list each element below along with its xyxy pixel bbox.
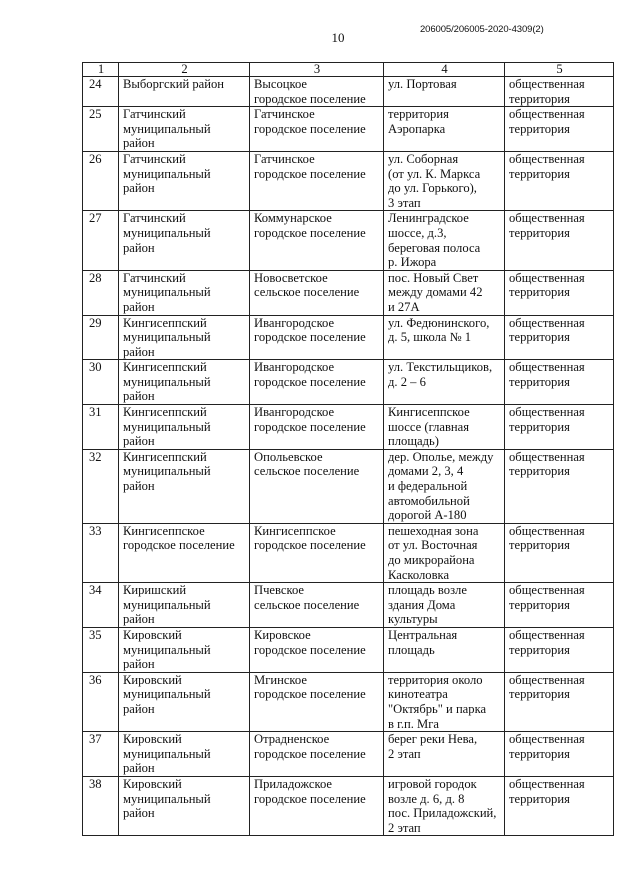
- column-header: 2: [119, 63, 250, 77]
- territory-type-cell: общественная территория: [505, 405, 614, 450]
- settlement-cell: Отрадненское городское поселение: [250, 732, 384, 777]
- table-row: [83, 523, 614, 582]
- row-number-cell: 34: [83, 583, 119, 628]
- territory-type-cell: общественная территория: [505, 523, 614, 582]
- territory-type-cell: общественная территория: [505, 449, 614, 523]
- location-cell: ул. Текстильщиков, д. 2 – 6: [384, 360, 505, 405]
- table-row: [83, 627, 614, 672]
- district-cell: Кингисеппский муниципальный район: [119, 405, 250, 450]
- row-number-cell: 24: [83, 77, 119, 107]
- table-row: [83, 151, 614, 210]
- column-header: 1: [83, 63, 119, 77]
- location-cell: дер. Ополье, между домами 2, 3, 4 и федеральной автомобильной дорогой А-180: [384, 449, 505, 523]
- location-cell: площадь возле здания Дома культуры: [384, 583, 505, 628]
- territory-type-cell: общественная территория: [505, 151, 614, 210]
- district-cell: Гатчинский муниципальный район: [119, 211, 250, 270]
- territory-type-cell: общественная территория: [505, 270, 614, 315]
- settlement-cell: Гатчинское городское поселение: [250, 151, 384, 210]
- location-cell: территория около кинотеатра "Октябрь" и парка в г.п. Мга: [384, 672, 505, 731]
- territories-table: [82, 62, 614, 836]
- settlement-cell: Коммунарское городское поселение: [250, 211, 384, 270]
- location-cell: пешеходная зона от ул. Восточная до микрорайона Касколовка: [384, 523, 505, 582]
- location-cell: Центральная площадь: [384, 627, 505, 672]
- table-row: [83, 211, 614, 270]
- table-row: [83, 583, 614, 628]
- district-cell: Кингисеппское городское поселение: [119, 523, 250, 582]
- location-cell: пос. Новый Свет между домами 42 и 27А: [384, 270, 505, 315]
- table-row: [83, 672, 614, 731]
- table-row: [83, 77, 614, 107]
- district-cell: Кингисеппский муниципальный район: [119, 315, 250, 360]
- column-header: 3: [250, 63, 384, 77]
- table-row: [83, 776, 614, 835]
- table-row: [83, 270, 614, 315]
- location-cell: ул. Федюнинского, д. 5, школа № 1: [384, 315, 505, 360]
- settlement-cell: Опольевское сельское поселение: [250, 449, 384, 523]
- row-number-cell: 33: [83, 523, 119, 582]
- settlement-cell: Ивангородское городское поселение: [250, 360, 384, 405]
- row-number-cell: 27: [83, 211, 119, 270]
- district-cell: Кингисеппский муниципальный район: [119, 360, 250, 405]
- settlement-cell: Пчевское сельское поселение: [250, 583, 384, 628]
- territory-type-cell: общественная территория: [505, 627, 614, 672]
- location-cell: ул. Портовая: [384, 77, 505, 107]
- district-cell: Кировский муниципальный район: [119, 732, 250, 777]
- table-row: [83, 449, 614, 523]
- row-number-cell: 28: [83, 270, 119, 315]
- row-number-cell: 38: [83, 776, 119, 835]
- territory-type-cell: общественная территория: [505, 211, 614, 270]
- row-number-cell: 31: [83, 405, 119, 450]
- settlement-cell: Кировское городское поселение: [250, 627, 384, 672]
- location-cell: ул. Соборная (от ул. К. Маркса до ул. Горького), 3 этап: [384, 151, 505, 210]
- table-header-row: [83, 63, 614, 77]
- district-cell: Кировский муниципальный район: [119, 776, 250, 835]
- district-cell: Гатчинский муниципальный район: [119, 270, 250, 315]
- row-number-cell: 25: [83, 107, 119, 152]
- table-row: [83, 732, 614, 777]
- settlement-cell: Приладожское городское поселение: [250, 776, 384, 835]
- row-number-cell: 32: [83, 449, 119, 523]
- column-header: 4: [384, 63, 505, 77]
- column-header: 5: [505, 63, 614, 77]
- territory-type-cell: общественная территория: [505, 583, 614, 628]
- territory-type-cell: общественная территория: [505, 776, 614, 835]
- location-cell: территория Аэропарка: [384, 107, 505, 152]
- location-cell: игровой городок возле д. 6, д. 8 пос. Приладожский, 2 этап: [384, 776, 505, 835]
- table-row: [83, 107, 614, 152]
- territory-type-cell: общественная территория: [505, 732, 614, 777]
- row-number-cell: 37: [83, 732, 119, 777]
- row-number-cell: 26: [83, 151, 119, 210]
- district-cell: Киришский муниципальный район: [119, 583, 250, 628]
- row-number-cell: 29: [83, 315, 119, 360]
- territory-type-cell: общественная территория: [505, 672, 614, 731]
- table-row: [83, 315, 614, 360]
- page-number: 10: [331, 30, 345, 45]
- row-number-cell: 30: [83, 360, 119, 405]
- district-cell: Гатчинский муниципальный район: [119, 151, 250, 210]
- territory-type-cell: общественная территория: [505, 360, 614, 405]
- row-number-cell: 36: [83, 672, 119, 731]
- settlement-cell: Мгинское городское поселение: [250, 672, 384, 731]
- location-cell: берег реки Нева, 2 этап: [384, 732, 505, 777]
- territory-type-cell: общественная территория: [505, 315, 614, 360]
- settlement-cell: Новосветское сельское поселение: [250, 270, 384, 315]
- settlement-cell: Гатчинское городское поселение: [250, 107, 384, 152]
- location-cell: Ленинградское шоссе, д.3, береговая полоса р. Ижора: [384, 211, 505, 270]
- territory-type-cell: общественная территория: [505, 107, 614, 152]
- settlement-cell: Ивангородское городское поселение: [250, 405, 384, 450]
- location-cell: Кингисеппское шоссе (главная площадь): [384, 405, 505, 450]
- district-cell: Гатчинский муниципальный район: [119, 107, 250, 152]
- district-cell: Выборгский район: [119, 77, 250, 107]
- table-row: [83, 360, 614, 405]
- district-cell: Кировский муниципальный район: [119, 627, 250, 672]
- table-row: [83, 405, 614, 450]
- district-cell: Кингисеппский муниципальный район: [119, 449, 250, 523]
- row-number-cell: 35: [83, 627, 119, 672]
- settlement-cell: Ивангородское городское поселение: [250, 315, 384, 360]
- settlement-cell: Кингисеппское городское поселение: [250, 523, 384, 582]
- settlement-cell: Высоцкое городское поселение: [250, 77, 384, 107]
- document-code: 206005/206005-2020-4309(2): [420, 24, 544, 35]
- table-body: [83, 63, 614, 836]
- territory-type-cell: общественная территория: [505, 77, 614, 107]
- district-cell: Кировский муниципальный район: [119, 672, 250, 731]
